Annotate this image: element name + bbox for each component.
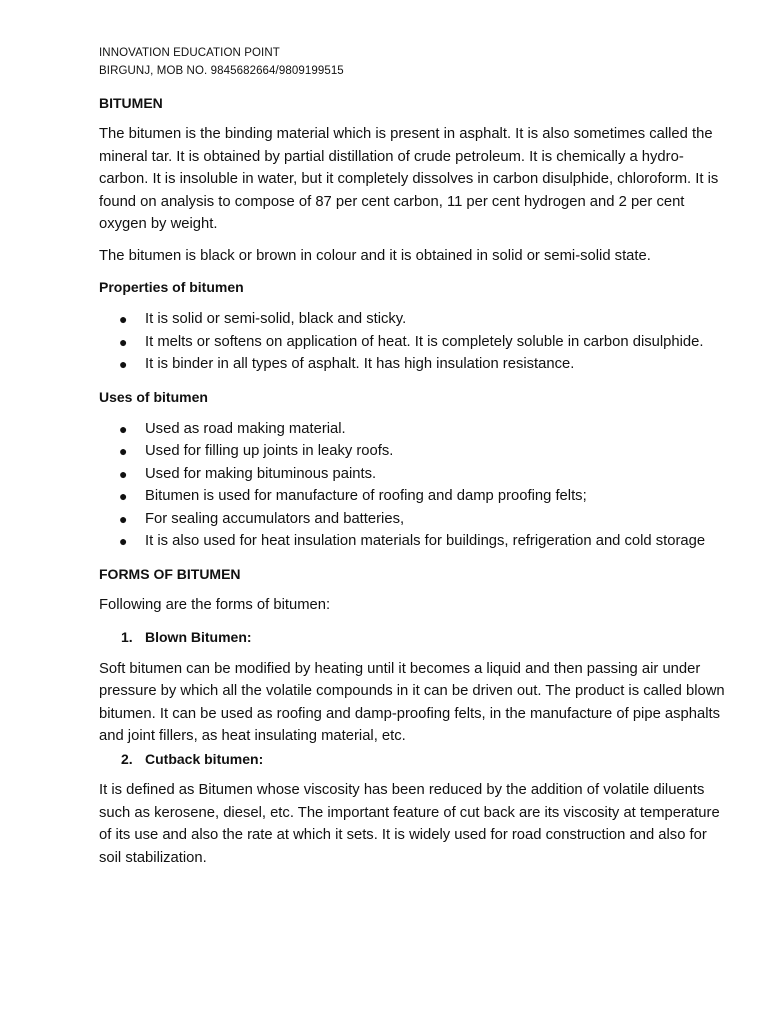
list-item: ● Bitumen is used for manufacture of roofing and damp proofing felts; — [99, 485, 728, 508]
bullet-icon: ● — [119, 465, 128, 482]
cutback-bitumen-title: Cutback bitumen: — [145, 750, 264, 767]
bullet-icon: ● — [119, 420, 128, 437]
bullet-icon: ● — [119, 488, 128, 504]
blown-bitumen-text: Soft bitumen can be modified by heating until it becomes a liquid and then passing air under pressure by which all the volatile compounds in it can be driven out. The product is called blown bitumen. It can be used as roofing and damp-proofing felts, in the manufacture of pipe asphalts and joint fillers, as heat insulating material, etc. — [99, 660, 725, 744]
cutback-bitumen-text: It is defined as Bitumen whose viscosity has been reduced by the addition of volatile diluents such as kerosene, diesel, etc. The important feature of cut back are its viscosity at temperature of its use and also the rate at which it sets. It is widely used for road construction and also for soil stabilization. — [99, 782, 720, 866]
list-number: 1. — [121, 629, 133, 645]
list-item: ● Used as road making material. — [99, 418, 728, 441]
list-item: ● It is solid or semi-solid, black and sticky. — [99, 308, 728, 331]
forms-list-2 — [99, 748, 728, 771]
list-item: ● It melts or softens on application of heat. It is completely soluble in carbon disulphide. — [99, 331, 728, 354]
uses-heading: Uses of bitumen — [99, 388, 208, 405]
properties-list — [99, 308, 728, 376]
list-item — [99, 748, 728, 771]
list-item: ● Used for making bituminous paints. — [99, 463, 728, 486]
list-item: ● It is also used for heat insulation materials for buildings, refrigeration and cold storage — [99, 530, 728, 553]
header-institution: INNOVATION EDUCATION POINT — [99, 47, 280, 59]
page-title: BITUMEN — [99, 95, 163, 111]
intro-paragraph-1: The bitumen is the binding material which is present in asphalt. It is also sometimes called the mineral tar. It is obtained by partial distillation of crude petroleum. It is chemically a hydro-carbon. It is insoluble in water, but it completely dissolves in carbon disulphide, chloroform. It is found on analysis to compose of 87 per cent carbon, 11 per cent hydrogen and 2 per cent oxygen by weight. — [99, 126, 719, 232]
list-item: ● Used for filling up joints in leaky roofs. — [99, 440, 728, 463]
bullet-icon: ● — [119, 356, 128, 372]
list-item: ● For sealing accumulators and batteries, — [99, 508, 728, 531]
forms-heading: FORMS OF BITUMEN — [99, 565, 241, 582]
bullet-icon: ● — [119, 333, 128, 350]
list-number: 2. — [121, 750, 133, 767]
blown-bitumen-title: Blown Bitumen: — [145, 629, 252, 645]
bullet-icon: ● — [119, 311, 128, 327]
forms-intro: Following are the forms of bitumen: — [99, 596, 331, 613]
properties-heading: Properties of bitumen — [99, 279, 244, 295]
bullet-icon: ● — [119, 510, 128, 527]
header-contact: BIRGUNJ, MOB NO. 9845682664/9809199515 — [99, 65, 344, 77]
uses-list — [99, 418, 728, 553]
forms-list-1 — [99, 626, 728, 649]
document-header — [99, 44, 728, 80]
list-item — [99, 626, 728, 649]
list-item: ● It is binder in all types of asphalt. It has high insulation resistance. — [99, 353, 728, 376]
intro-paragraph-2: The bitumen is black or brown in colour and it is obtained in solid or semi-solid state. — [99, 247, 651, 264]
bullet-icon: ● — [119, 533, 128, 549]
bullet-icon: ● — [119, 443, 128, 459]
